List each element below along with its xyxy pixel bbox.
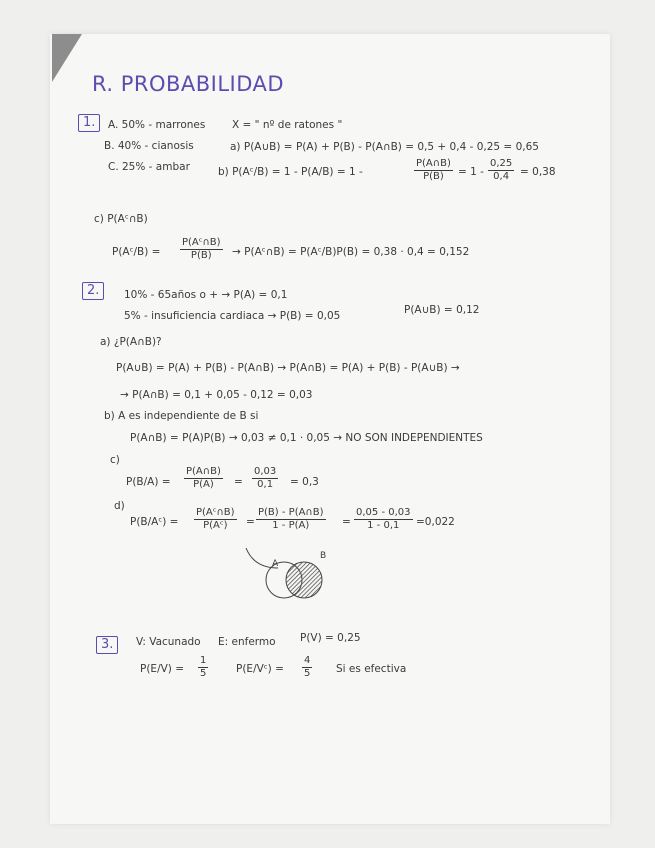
problem-1-answer-b-step: = 1 - xyxy=(458,166,484,178)
problem-3-number: 3. xyxy=(96,636,118,654)
problem-1-number: 1. xyxy=(78,114,100,132)
problem-3-conclusion: Si es efectiva xyxy=(336,663,407,675)
fraction-denominator: P(Aᶜ) xyxy=(203,520,228,531)
fraction-numerator: 4 xyxy=(304,655,311,666)
problem-2-part-d: d) xyxy=(114,500,125,512)
problem-1-fraction-3 xyxy=(180,237,223,262)
problem-2-fraction-1 xyxy=(184,466,223,491)
fraction-numerator: P(Aᶜ∩B) xyxy=(196,507,235,518)
fraction-numerator: 0,03 xyxy=(254,466,277,477)
problem-1-answer-b-result: = 0,38 xyxy=(520,166,556,178)
fraction-denominator: 1 - 0,1 xyxy=(367,520,400,531)
problem-2-part-b: b) A es independiente de B si xyxy=(104,410,259,422)
page-title: R. PROBABILIDAD xyxy=(92,72,285,96)
fraction-denominator: P(B) xyxy=(190,250,212,261)
fraction-denominator: 1 - P(A) xyxy=(272,520,310,531)
problem-3-eq-2: P(E/Vᶜ) = xyxy=(236,663,284,675)
problem-1-fraction-2 xyxy=(488,158,514,183)
fraction-numerator: P(A∩B) xyxy=(416,158,451,169)
problem-2-data-a: 10% - 65años o + → P(A) = 0,1 xyxy=(124,289,288,301)
fraction-numerator: P(B) - P(A∩B) xyxy=(258,507,324,518)
fraction-denominator: 0,1 xyxy=(257,479,274,490)
equals-sign: = xyxy=(342,516,351,528)
problem-2-part-b-result: P(A∩B) = P(A)P(B) → 0,03 ≠ 0,1 · 0,05 → NO SON INDEPENDIENTES xyxy=(130,432,483,444)
problem-3-def-v: V: Vacunado xyxy=(136,636,201,648)
problem-2-part-a-step-2: → P(A∩B) = 0,1 + 0,05 - 0,12 = 0,03 xyxy=(120,389,313,401)
problem-3-fraction-1 xyxy=(198,655,208,680)
venn-label-b: B xyxy=(320,551,327,561)
problem-1-part-c-eq-left: P(Aᶜ/B) = xyxy=(112,246,161,258)
problem-2-part-c-eq-left: P(B/A) = xyxy=(126,476,171,488)
fraction-denominator: 5 xyxy=(200,668,207,679)
problem-1-answer-a: a) P(A∪B) = P(A) + P(B) - P(A∩B) = 0,5 + 0,4 - 0,25 = 0,65 xyxy=(230,141,539,153)
problem-2-data-b: 5% - insuficiencia cardiaca → P(B) = 0,05 xyxy=(124,310,341,322)
fraction-numerator: 0,25 xyxy=(490,158,513,169)
problem-2-fraction-5 xyxy=(354,507,413,532)
problem-1-part-c-result: → P(Aᶜ∩B) = P(Aᶜ/B)P(B) = 0,38 · 0,4 = 0,152 xyxy=(232,246,470,258)
problem-2-data-union: P(A∪B) = 0,12 xyxy=(404,304,480,316)
fraction-denominator: P(B) xyxy=(423,171,444,182)
fraction-denominator: 0,4 xyxy=(493,171,510,182)
equals-sign: = xyxy=(246,516,255,528)
problem-3-fraction-2 xyxy=(302,655,312,680)
venn-label-a: A xyxy=(272,559,279,569)
problem-1-answer-b: b) P(Aᶜ/B) = 1 - P(A/B) = 1 - xyxy=(218,166,363,178)
venn-diagram xyxy=(244,548,354,612)
problem-2-number: 2. xyxy=(82,282,104,300)
problem-1-line-b: B. 40% - cianosis xyxy=(104,140,194,152)
problem-2-part-a: a) ¿P(A∩B)? xyxy=(100,336,162,348)
fraction-denominator: P(A) xyxy=(193,479,214,490)
problem-3-def-e: E: enfermo xyxy=(218,636,276,648)
problem-2-fraction-2 xyxy=(252,466,278,491)
problem-1-line-a: A. 50% - marrones xyxy=(108,119,206,131)
fraction-numerator: 1 xyxy=(200,655,207,666)
problem-3-prob-v: P(V) = 0,25 xyxy=(300,632,361,644)
problem-2-fraction-3 xyxy=(194,507,237,532)
page-corner-tab xyxy=(52,34,82,82)
fraction-numerator: 0,05 - 0,03 xyxy=(356,507,411,518)
problem-2-part-a-step-1: P(A∪B) = P(A) + P(B) - P(A∩B) → P(A∩B) = P(A) + P(B) - P(A∪B) → xyxy=(116,362,460,374)
problem-1-part-c: c) P(Aᶜ∩B) xyxy=(94,213,148,225)
problem-2-part-c: c) xyxy=(110,454,120,466)
problem-3-eq-1: P(E/V) = xyxy=(140,663,185,675)
fraction-numerator: P(A∩B) xyxy=(186,466,221,477)
problem-2-part-d-result: =0,022 xyxy=(416,516,455,528)
fraction-numerator: P(Aᶜ∩B) xyxy=(182,237,221,248)
problem-1-line-c: C. 25% - ambar xyxy=(108,161,190,173)
equals-sign: = xyxy=(234,476,243,488)
problem-2-part-d-eq-left: P(B/Aᶜ) = xyxy=(130,516,179,528)
fraction-denominator: 5 xyxy=(304,668,311,679)
problem-2-part-c-result: = 0,3 xyxy=(290,476,319,488)
problem-1-variable: X = " nº de ratones " xyxy=(232,119,343,131)
problem-1-fraction-1 xyxy=(414,158,453,183)
problem-2-fraction-4 xyxy=(256,507,326,532)
